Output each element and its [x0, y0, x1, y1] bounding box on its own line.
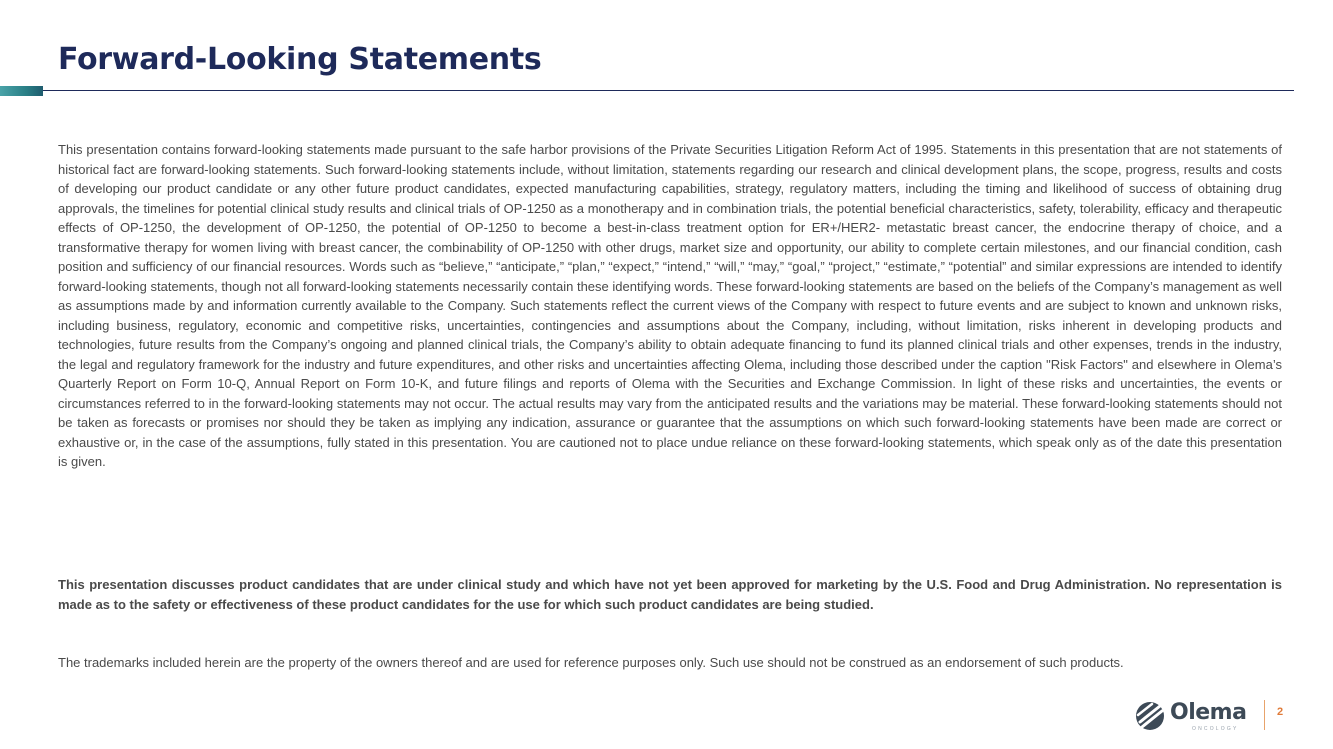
- forward-looking-paragraph: This presentation contains forward-looking statements made pursuant to the safe harbor provisions of the Private Securities Litigation Reform Act of 1995. Statements in this presentation that are not statements of historical fact are forward-looking statements. Such forward-looking statements include, without limitation, statements regarding our research and clinical development plans, the scope, progress, results and costs of developing our product candidate or any other future product candidates, expected manufacturing capabilities, strategy, regulatory matters, including the timing and likelihood of success of obtaining drug approvals, the timelines for potential clinical study results and clinical trials of OP-1250 as a monotherapy and in combination trials, the potential beneficial characteristics, safety, tolerability, efficacy and therapeutic effects of OP-1250, the development of OP-1250, the potential of OP-1250 to become a best-in-class treatment option for ER+/HER2- metastatic breast cancer, the endocrine therapy of choice, and a transformative therapy for women living with breast cancer, the combinability of OP-1250 with other drugs, market size and opportunity, our ability to complete certain milestones, and our financial condition, cash position and sufficiency of our financial resources. Words such as “believe,” “anticipate,” “plan,” “expect,” “intend,” “will,” “may,” “goal,” “project,” “estimate,” “potential” and similar expressions are intended to identify forward-looking statements, though not all forward-looking statements necessarily contain these identifying words. These forward-looking statements are based on the beliefs of the Company’s management as well as assumptions made by and information currently available to the Company. Such statements reflect the current views of the Company with respect to future events and are subject to known and unknown risks, including business, regulatory, economic and competitive risks, uncertainties, contingencies and assumptions about the Company, including, without limitation, risks inherent in developing products and technologies, future results from the Company’s ongoing and planned clinical trials, the Company’s ability to obtain adequate financing to fund its planned clinical trials and other expenses, trends in the industry, the legal and regulatory framework for the industry and future expenditures, and other risks and uncertainties affecting Olema, including those described under the caption "Risk Factors" and elsewhere in Olema’s Quarterly Report on Form 10-Q, Annual Report on Form 10-K, and future filings and reports of Olema with the Securities and Exchange Commission. In light of these risks and uncertainties, the events or circumstances referred to in the forward-looking statements may not occur. The actual results may vary from the anticipated results and the variations may be material. These forward-looking statements should not be taken as forecasts or promises nor should they be taken as implying any indication, assurance or guarantee that the assumptions on which such forward-looking statements have been made are correct or exhaustive or, in the case of the assumptions, fully stated in this presentation. You are cautioned not to place undue reliance on these forward-looking statements, which speak only as of the date this presentation is given.: [58, 142, 1282, 469]
- page-title: Forward-Looking Statements: [58, 42, 542, 77]
- title-accent-bar: [0, 86, 43, 96]
- page-number-separator: [1264, 700, 1265, 730]
- trademark-paragraph: The trademarks included herein are the property of the owners thereof and are used for reference purposes only. Such use should not be construed as an endorsement of such products.: [58, 655, 1124, 670]
- page-number: 2: [1277, 706, 1284, 718]
- olema-logo: [1134, 698, 1246, 734]
- regulatory-disclaimer-paragraph: This presentation discusses product candidates that are under clinical study and which have not yet been approved for marketing by the U.S. Food and Drug Administration. No representation is made as to the safety or effectiveness of these product candidates for the use for which such product candidates are being studied.: [58, 577, 1282, 612]
- title-divider: [43, 90, 1294, 91]
- logo-wordmark: Olema: [1170, 700, 1247, 725]
- olema-logo-mark-icon: [1134, 700, 1168, 732]
- logo-subtitle: ONCOLOGY: [1192, 726, 1239, 732]
